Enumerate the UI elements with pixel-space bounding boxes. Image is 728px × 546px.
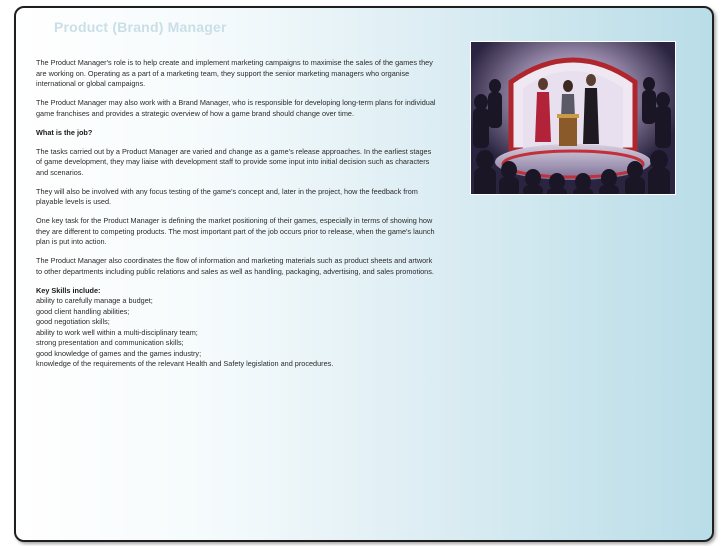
- body-text: [36, 58, 436, 370]
- skill-item: knowledge of the requirements of the relevant Health and Safety legislation and procedures.: [36, 359, 334, 368]
- game-presentation-illustration: [470, 41, 676, 195]
- skill-item: good knowledge of games and the games industry;: [36, 348, 202, 358]
- skill-item: ability to carefully manage a budget;: [36, 296, 153, 305]
- heading-key-skills: Key Skills include:: [36, 285, 101, 295]
- paragraph-role: The Product Manager's role is to help create and implement marketing campaigns to maximise the sales of the games they are working on. Operating as a part of a marketing team, they support the senior marketing managers who organise international or global campaigns.: [36, 58, 433, 88]
- skill-item: good negotiation skills;: [36, 317, 110, 326]
- paragraph-market-positioning: One key task for the Product Manager is defining the market positioning of their games, especially in terms of showing how they are different to competing products. The most important part of the job occurs prior to release, when the game's launch plan is put into action.: [36, 216, 435, 246]
- paragraph-tasks: The tasks carried out by a Product Manager are varied and change as a game's release approaches. In the earliest stages of game development, they may liaise with development staff to provide some input into initial decision such as characters and scenarios.: [36, 146, 432, 177]
- paragraph-brand-manager: The Product Manager may also work with a Brand Manager, who is responsible for developing long-term plans for individual game franchises and provides a strategic overview of how a game brand should change over time.: [36, 98, 436, 118]
- skill-item: ability to work well within a multi-disciplinary team;: [36, 327, 198, 337]
- paragraph-focus-testing: They will also be involved with any focus testing of the game's concept and, later in the project, how the feedback from playable levels is used.: [36, 186, 418, 206]
- slide-title: Product (Brand) Manager: [54, 19, 227, 35]
- paragraph-coordination: The Product Manager also coordinates the flow of information and marketing materials such as product sheets and artwork to other departments including public relations and sales as well as handling, packaging, advertising, and sales promotions.: [36, 256, 434, 276]
- skill-item: good client handling abilities;: [36, 306, 130, 316]
- slide: [14, 6, 714, 542]
- skills-list: [36, 296, 436, 370]
- skill-item: strong presentation and communication skills;: [36, 338, 184, 347]
- heading-what-is-the-job: What is the job?: [36, 127, 93, 137]
